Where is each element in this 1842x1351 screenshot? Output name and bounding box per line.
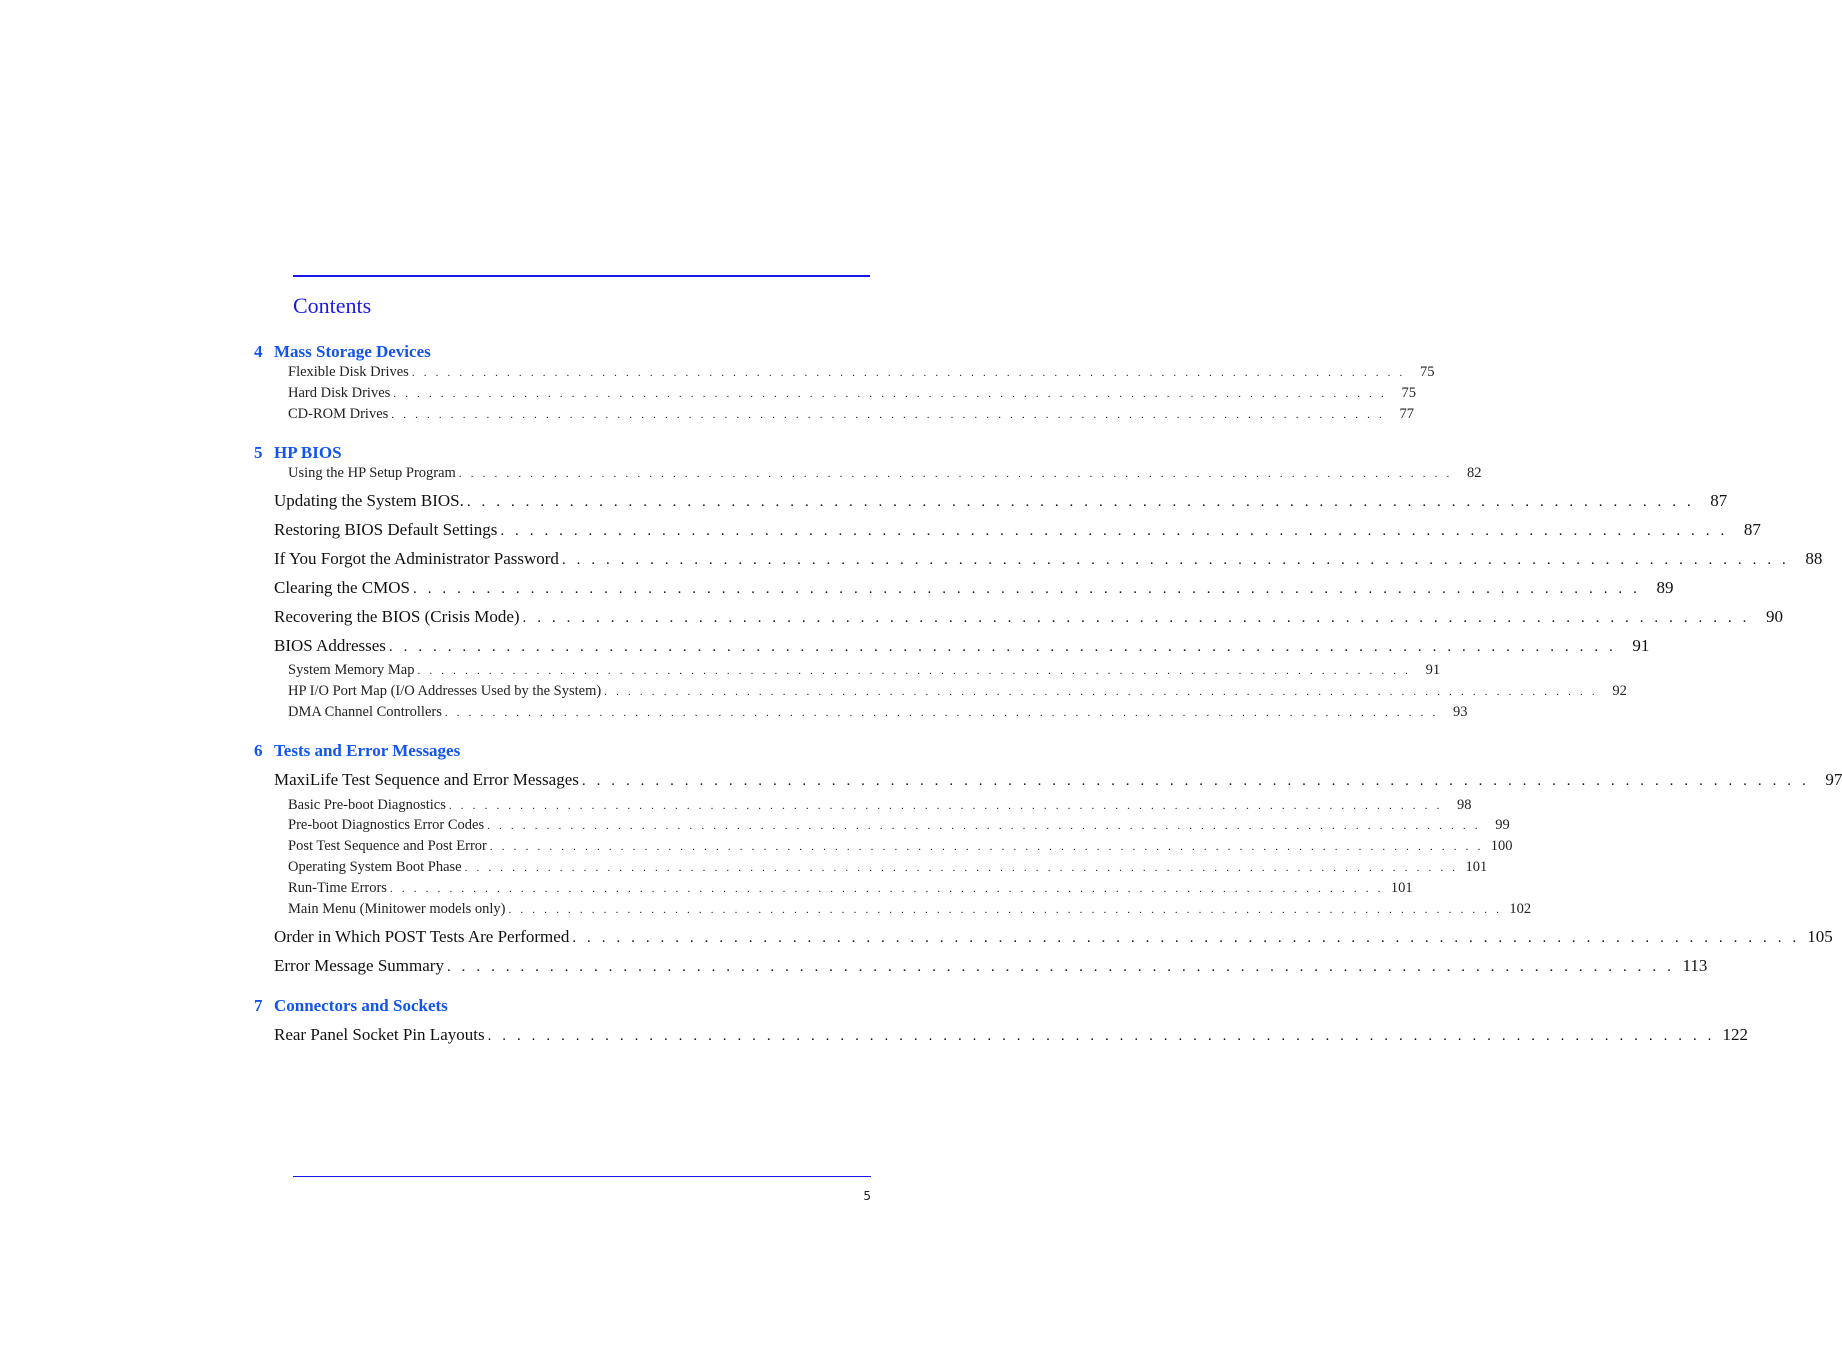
toc-entry[interactable]: [288, 815, 1510, 835]
toc-entry-page: 113: [1682, 956, 1708, 975]
toc-entry-label: Error Message Summary: [274, 956, 444, 975]
toc-entry-label: BIOS Addresses: [274, 636, 386, 655]
toc-entry[interactable]: [274, 768, 1842, 792]
toc-entry-label: Rear Panel Socket Pin Layouts: [274, 1025, 485, 1044]
dot-leader: . . . . . . . . . . . . . . . . . . . . . . . . . . . . . . . . . . . . . . . . . . . . . . . . . . . . . . . . . . . . . . . . . . . . . . . . . . . . . . . . . . . .: [411, 367, 1406, 379]
toc-entry-label: Updating the System BIOS.: [274, 491, 464, 510]
toc-entry[interactable]: [288, 795, 1472, 815]
chapter-title: HP BIOS: [274, 443, 342, 462]
toc-entry-label: Recovering the BIOS (Crisis Mode): [274, 607, 520, 626]
toc-entry[interactable]: [274, 634, 1650, 658]
toc-entry[interactable]: [274, 954, 1708, 978]
dot-leader: . . . . . . . . . . . . . . . . . . . . . . . . . . . . . . . . . . . . . . . . . . . . . . . . . . . . . . . . . . . . . . . . . . . . . . . . . . . . . . . . . . . .: [487, 1028, 1716, 1044]
toc-entry-label: HP I/O Port Map (I/O Addresses Used by the System): [288, 683, 602, 699]
top-rule: [293, 275, 870, 277]
dot-leader: . . . . . . . . . . . . . . . . . . . . . . . . . . . . . . . . . . . . . . . . . . . . . . . . . . . . . . . . . . . . . . . . . . . . . . . . . . . . . . . . . . . .: [417, 665, 1412, 677]
page-title: Contents: [293, 293, 372, 318]
toc-entry-page: 98: [1457, 797, 1472, 813]
toc-entry-label: Hard Disk Drives: [288, 385, 391, 401]
toc-entry-label: Flexible Disk Drives: [288, 364, 409, 380]
chapter-title: Mass Storage Devices: [274, 342, 431, 361]
toc-entry[interactable]: [288, 702, 1468, 722]
dot-leader: . . . . . . . . . . . . . . . . . . . . . . . . . . . . . . . . . . . . . . . . . . . . . . . . . . . . . . . . . . . . . . . . . . . . . . . . . . . . . . . . . . . .: [522, 610, 1750, 626]
dot-leader: . . . . . . . . . . . . . . . . . . . . . . . . . . . . . . . . . . . . . . . . . . . . . . . . . . . . . . . . . . . . . . . . . . . . . . . . . . . . . . . . . . . .: [561, 552, 1790, 568]
toc-entry[interactable]: [288, 878, 1413, 898]
toc-entry-page: 88: [1805, 549, 1823, 568]
toc-entry-label: System Memory Map: [288, 662, 415, 678]
toc-entry-label: Main Menu (Minitower models only): [288, 901, 506, 917]
toc-entry-page: 100: [1490, 838, 1513, 854]
dot-leader: . . . . . . . . . . . . . . . . . . . . . . . . . . . . . . . . . . . . . . . . . . . . . . . . . . . . . . . . . . . . . . . . . . . . . . . . . . . . . . . . . . . .: [444, 707, 1439, 719]
chapter-heading-7[interactable]: [254, 995, 448, 1017]
toc-entry[interactable]: [288, 362, 1435, 382]
toc-entry-label: Run-Time Errors: [288, 880, 387, 896]
toc-entry[interactable]: [274, 489, 1728, 513]
toc-entry-label: Clearing the CMOS: [274, 578, 410, 597]
toc-entry[interactable]: [288, 660, 1441, 680]
toc-entry[interactable]: [274, 547, 1823, 571]
toc-entry[interactable]: [274, 518, 1761, 542]
toc-entry-label: Order in Which POST Tests Are Performed: [274, 927, 570, 946]
dot-leader: . . . . . . . . . . . . . . . . . . . . . . . . . . . . . . . . . . . . . . . . . . . . . . . . . . . . . . . . . . . . . . . . . . . . . . . . . . . . . . . . . . . .: [489, 841, 1484, 853]
toc-entry-label: DMA Channel Controllers: [288, 704, 442, 720]
dot-leader: . . . . . . . . . . . . . . . . . . . . . . . . . . . . . . . . . . . . . . . . . . . . . . . . . . . . . . . . . . . . . . . . . . . . . . . . . . . . . . . . . . . .: [466, 494, 1695, 510]
toc-entry[interactable]: [274, 925, 1833, 949]
dot-leader: . . . . . . . . . . . . . . . . . . . . . . . . . . . . . . . . . . . . . . . . . . . . . . . . . . . . . . . . . . . . . . . . . . . . . . . . . . . . . . . . . . . .: [389, 883, 1384, 895]
dot-leader: . . . . . . . . . . . . . . . . . . . . . . . . . . . . . . . . . . . . . . . . . . . . . . . . . . . . . . . . . . . . . . . . . . . . . . . . . . . . . . . . . . . .: [413, 581, 1641, 597]
toc-entry[interactable]: [288, 836, 1513, 856]
chapter-title: Tests and Error Messages: [274, 741, 461, 760]
toc-entry-page: 75: [1419, 364, 1435, 380]
toc-entry[interactable]: [274, 605, 1783, 629]
toc-entry-label: Using the HP Setup Program: [288, 465, 456, 481]
dot-leader: . . . . . . . . . . . . . . . . . . . . . . . . . . . . . . . . . . . . . . . . . . . . . . . . . . . . . . . . . . . . . . . . . . . . . . . . . . . . . . . . . . . .: [458, 468, 1453, 480]
toc-entry-page: 90: [1765, 607, 1783, 626]
toc-entry-label: Restoring BIOS Default Settings: [274, 520, 498, 539]
toc-entry-page: 97: [1825, 770, 1842, 789]
toc-entry-page: 102: [1509, 901, 1532, 917]
chapter-heading-6[interactable]: [254, 740, 460, 762]
chapter-number: 5: [254, 443, 263, 462]
chapter-title: Connectors and Sockets: [274, 996, 448, 1015]
toc-entry-page: 75: [1401, 385, 1416, 401]
dot-leader: . . . . . . . . . . . . . . . . . . . . . . . . . . . . . . . . . . . . . . . . . . . . . . . . . . . . . . . . . . . . . . . . . . . . . . . . . . . . . . . . . . . .: [572, 930, 1800, 946]
toc-entry-page: 91: [1632, 636, 1650, 655]
toc-entry-label: MaxiLife Test Sequence and Error Messages: [274, 770, 579, 789]
dot-leader: . . . . . . . . . . . . . . . . . . . . . . . . . . . . . . . . . . . . . . . . . . . . . . . . . . . . . . . . . . . . . . . . . . . . . . . . . . . . . . . . . . . .: [464, 862, 1459, 874]
dot-leader: . . . . . . . . . . . . . . . . . . . . . . . . . . . . . . . . . . . . . . . . . . . . . . . . . . . . . . . . . . . . . . . . . . . . . . . . . . . . . . . . . . . .: [508, 904, 1503, 916]
toc-entry-label: Pre-boot Diagnostics Error Codes: [288, 817, 485, 833]
dot-leader: . . . . . . . . . . . . . . . . . . . . . . . . . . . . . . . . . . . . . . . . . . . . . . . . . . . . . . . . . . . . . . . . . . . . . . . . . . . . . . . . . . . .: [446, 959, 1675, 975]
chapter-number: 4: [254, 342, 263, 361]
dot-leader: . . . . . . . . . . . . . . . . . . . . . . . . . . . . . . . . . . . . . . . . . . . . . . . . . . . . . . . . . . . . . . . . . . . . . . . . . . . . . . . . . . . .: [581, 773, 1810, 789]
toc-entry[interactable]: [288, 899, 1532, 919]
toc-entry-page: 99: [1495, 817, 1510, 833]
toc-entry[interactable]: [288, 383, 1416, 403]
bottom-rule: [293, 1176, 871, 1177]
toc-entry-page: 101: [1465, 859, 1488, 875]
chapter-number: 6: [254, 741, 263, 760]
toc-entry-label: Post Test Sequence and Post Error: [288, 838, 487, 854]
toc-entry-page: 82: [1466, 465, 1482, 481]
toc-entry-label: Basic Pre-boot Diagnostics: [288, 797, 446, 813]
dot-leader: . . . . . . . . . . . . . . . . . . . . . . . . . . . . . . . . . . . . . . . . . . . . . . . . . . . . . . . . . . . . . . . . . . . . . . . . . . . . . . . . . . . .: [393, 388, 1387, 400]
dot-leader: . . . . . . . . . . . . . . . . . . . . . . . . . . . . . . . . . . . . . . . . . . . . . . . . . . . . . . . . . . . . . . . . . . . . . . . . . . . . . . . . . . . .: [500, 523, 1728, 539]
dot-leader: . . . . . . . . . . . . . . . . . . . . . . . . . . . . . . . . . . . . . . . . . . . . . . . . . . . . . . . . . . . . . . . . . . . . . . . . . . . . . . . . . . . .: [391, 409, 1385, 421]
toc-entry[interactable]: [288, 463, 1482, 483]
toc-entry-page: 89: [1656, 578, 1674, 597]
chapter-heading-4[interactable]: [254, 341, 431, 363]
toc-entry-page: 105: [1807, 927, 1833, 946]
dot-leader: . . . . . . . . . . . . . . . . . . . . . . . . . . . . . . . . . . . . . . . . . . . . . . . . . . . . . . . . . . . . . . . . . . . . . . . . . . . . . . . . . . . .: [448, 800, 1443, 812]
toc-entry-page: 91: [1425, 662, 1441, 678]
toc-entry[interactable]: [274, 1023, 1749, 1047]
toc-entry-page: 87: [1710, 491, 1728, 510]
toc-entry-page: 93: [1453, 704, 1468, 720]
chapter-heading-5[interactable]: [254, 442, 342, 464]
toc-entry-page: 122: [1722, 1025, 1749, 1044]
toc-entry-page: 92: [1612, 683, 1627, 699]
toc-entry[interactable]: [288, 681, 1627, 701]
toc-entry[interactable]: [274, 576, 1674, 600]
dot-leader: . . . . . . . . . . . . . . . . . . . . . . . . . . . . . . . . . . . . . . . . . . . . . . . . . . . . . . . . . . . . . . . . . . . . . . . . . . . . . . . . . . . .: [487, 820, 1481, 832]
dot-leader: . . . . . . . . . . . . . . . . . . . . . . . . . . . . . . . . . . . . . . . . . . . . . . . . . . . . . . . . . . . . . . . . . . . . . . . . . . . . . . . . . . . .: [604, 686, 1598, 698]
toc-entry-page: 77: [1399, 406, 1414, 422]
toc-entry-label: Operating System Boot Phase: [288, 859, 462, 875]
page-number: 5: [863, 1189, 871, 1203]
chapter-number: 7: [254, 996, 263, 1015]
toc-entry-page: 87: [1743, 520, 1761, 539]
toc-entry[interactable]: [288, 404, 1414, 424]
toc-entry-label: If You Forgot the Administrator Password: [274, 549, 559, 568]
dot-leader: . . . . . . . . . . . . . . . . . . . . . . . . . . . . . . . . . . . . . . . . . . . . . . . . . . . . . . . . . . . . . . . . . . . . . . . . . . . . . . . . . . . .: [388, 639, 1617, 655]
toc-entry[interactable]: [288, 857, 1488, 877]
toc-entry-page: 101: [1390, 880, 1413, 896]
toc-entry-label: CD-ROM Drives: [288, 406, 389, 422]
